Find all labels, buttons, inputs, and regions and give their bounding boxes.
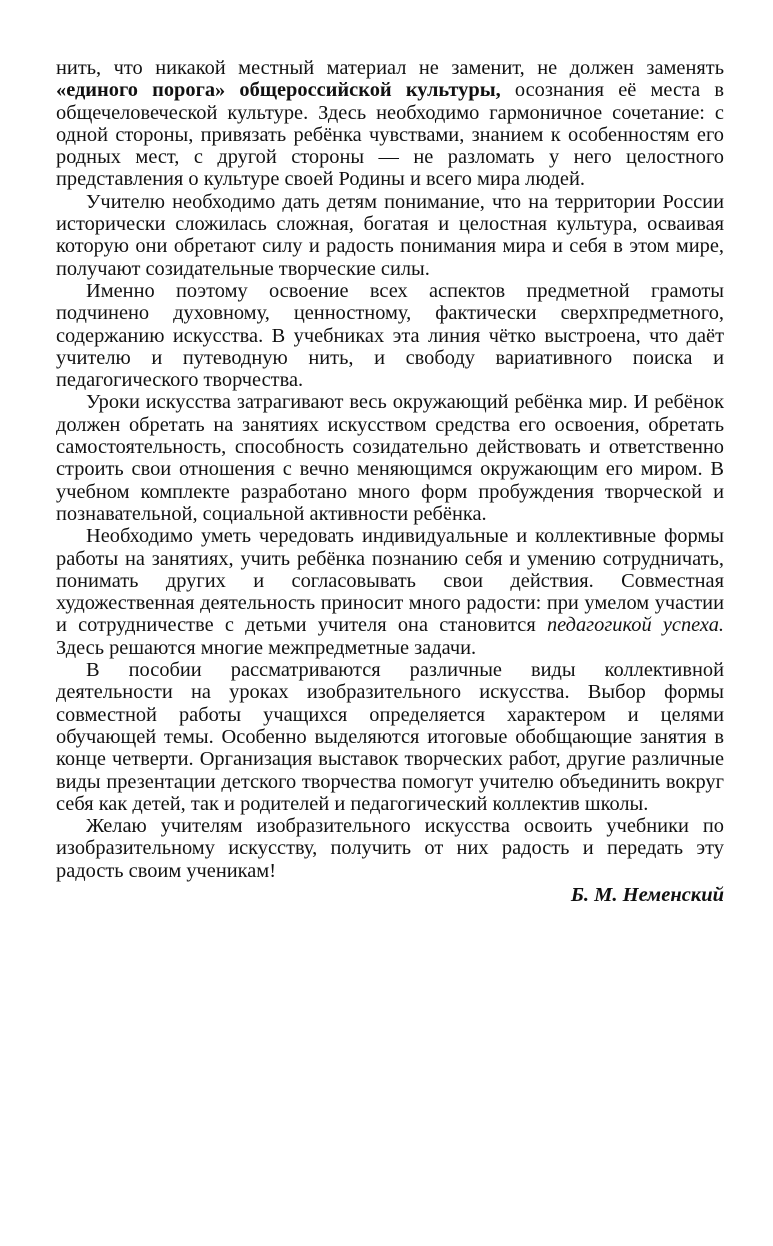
paragraph-4: Уроки искусства затрагивают весь окружающий ребёнка мир. И ребёнок должен обретать на занятиях искусством средства его освоения, обретать самостоятельность, способность созидательно действовать и ответственно строить свои отношения с вечно меняющимся окружающим его миром. В учебном комплекте разработано много форм пробуждения творческой и познавательной, социальной активности ребёнка. — [56, 391, 724, 525]
paragraph-7: Желаю учителям изобразительного искусства освоить учебники по изобразительному искусству, получить от них радость и передать эту радость своим ученикам! — [56, 815, 724, 882]
paragraph-3: Именно поэтому освоение всех аспектов предметной грамоты подчинено духовному, ценностному, фактически сверхпредметного, содержанию искусства. В учебниках эта линия чётко выстроена, что даёт учителю и путеводную нить, и свободу вариативного поиска и педагогического творчества. — [56, 279, 724, 392]
author-signature: Б. М. Неменский — [570, 883, 724, 906]
paragraph-5-italic: педагогикой успеха. — [546, 614, 725, 637]
body-text — [56, 57, 724, 906]
paragraph-1-bold: «единого порога» общероссийской культуры, — [56, 79, 501, 102]
paragraph-5 — [56, 525, 724, 659]
paragraph-5-end: Здесь решаются многие межпредметные задачи. — [56, 636, 477, 659]
paragraph-1 — [56, 57, 724, 191]
paragraph-1-start: нить, что никакой местный материал не заменит, не должен заменять — [56, 57, 724, 79]
paragraph-6: В пособии рассматриваются различные виды коллективной деятельности на уроках изобразительного искусства. Выбор формы совместной работы учащихся определяется характером и целями обучающей темы. Особенно выделяются итоговые обобщающие занятия в конце четверти. Организация выставок творческих работ, другие различные виды презентации детского творчества помогут учителю объединить вокруг себя как детей, так и родителей и педагогический коллектив школы. — [56, 659, 724, 815]
paragraph-2: Учителю необходимо дать детям понимание, что на территории России исторически сложилась сложная, богатая и целостная культура, осваивая которую они обретают силу и радость понимания мира и себя в этом мире, получают созидательные творческие силы. — [56, 190, 724, 280]
paragraph-1-end: осознания её места в общечеловеческой культуре. Здесь необходимо гармоничное сочетание: с одной стороны, привязать ребёнка чувствами, знанием к особенностям его родных мест, с другой стороны — не разломать у него целостного представления о культуре своей Родины и всего мира людей. — [56, 79, 724, 191]
paragraph-5-start: Необходимо уметь чередовать индивидуальные и коллективные формы работы на занятиях, учить ребёнка познанию себя и умению сотрудничать, понимать других и согласовывать свои действия. Совместная художественная деятельность приносит много радости: при умелом участии и сотрудничестве с детьми учителя она становится — [56, 525, 724, 637]
